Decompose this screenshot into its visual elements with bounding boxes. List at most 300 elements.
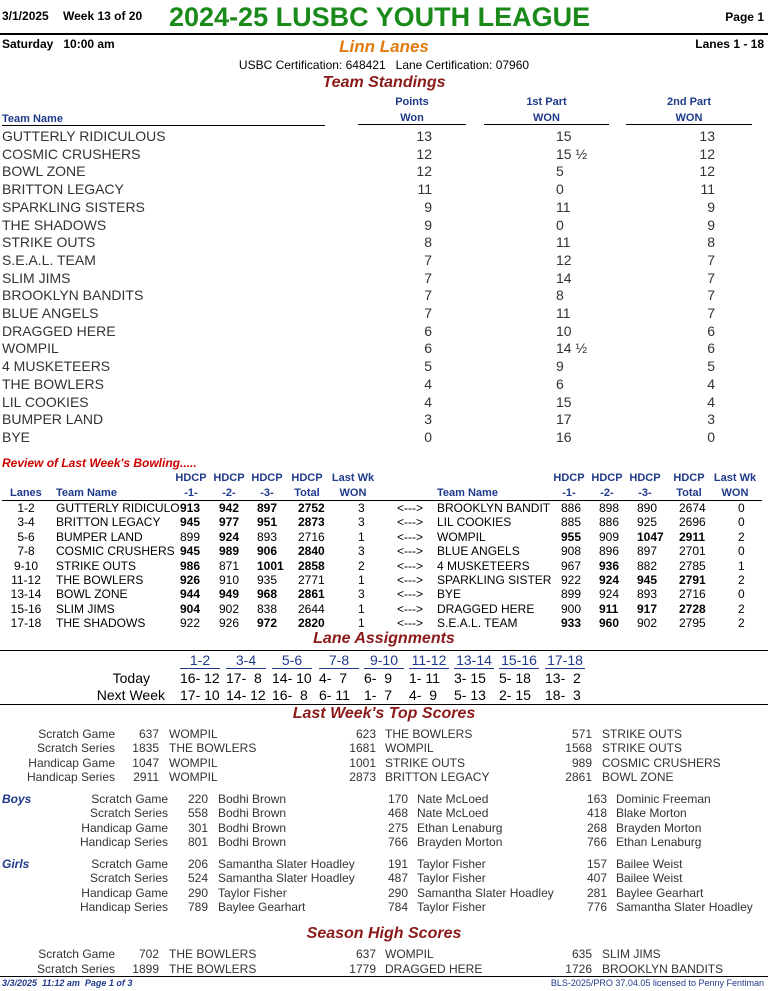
standings-points: 6 <box>424 340 432 357</box>
topscores-title: Last Week's Top Scores <box>292 705 476 722</box>
review-score-b2: 896 <box>599 544 620 559</box>
review-col-g3-top: HDCP <box>629 472 661 484</box>
review-score-a1: 986 <box>180 558 201 573</box>
lane-next-week: 17- 10 <box>180 687 220 703</box>
review-arrow: <---> <box>397 587 424 602</box>
score-name: COSMIC CRUSHERS <box>602 755 721 770</box>
score-value: 290 <box>187 885 208 900</box>
score-value: 281 <box>586 885 607 900</box>
review-col-tot-bottom: Total <box>294 487 320 499</box>
standings-team: BUMPER LAND <box>2 411 104 428</box>
review-score-b2: 960 <box>599 616 620 631</box>
standings-points: 13 <box>416 128 432 144</box>
standings-2nd-part: 13 <box>699 128 715 144</box>
score-value: 558 <box>187 806 208 821</box>
review-score-b2: 911 <box>599 601 619 616</box>
standings-team: WOMPIL <box>2 340 59 357</box>
review-col-wk-bottom: WON <box>721 487 749 499</box>
standings-team: BOWL ZONE <box>2 163 86 180</box>
standings-1st-part: 15 <box>556 393 572 410</box>
standings-team: COSMIC CRUSHERS <box>2 145 141 162</box>
score-name: THE BOWLERS <box>385 727 473 741</box>
lanes-title: Lane Assignments <box>313 630 455 647</box>
standings-2nd-part: 9 <box>707 216 715 233</box>
score-name: Ethan Lenaburg <box>616 834 702 849</box>
header-rule <box>0 33 768 35</box>
score-value: 2861 <box>565 769 592 784</box>
score-name: WOMPIL <box>169 755 218 770</box>
review-col-team-b: Team Name <box>437 487 498 499</box>
standings-1st-part: 14 ½ <box>556 340 588 357</box>
score-value: 1001 <box>349 755 376 770</box>
standings-2nd-part: 8 <box>707 234 715 251</box>
score-category: Handicap Series <box>79 834 168 849</box>
score-category: Handicap Game <box>28 755 115 770</box>
review-col-g2-top: HDCP <box>591 472 623 484</box>
review-score-bt: 2791 <box>679 573 706 587</box>
score-name: Bailee Weist <box>616 857 683 871</box>
standings-col-1st-2: WON <box>484 112 609 125</box>
review-score-bt: 2701 <box>679 544 706 559</box>
day-time: Saturday 10:00 am <box>2 37 115 51</box>
review-score-b3: 945 <box>637 573 658 587</box>
score-value: 776 <box>586 899 607 914</box>
review-won-a: 1 <box>358 573 365 587</box>
standings-2nd-part: 9 <box>707 198 715 215</box>
review-col-team: Team Name <box>56 487 117 499</box>
review-score-a2: 977 <box>219 515 240 530</box>
lanes-range: Lanes 1 - 18 <box>695 37 764 51</box>
girls-label: Girls <box>2 857 30 871</box>
score-name: SLIM JIMS <box>602 947 661 961</box>
standings-points: 12 <box>416 163 432 180</box>
review-lanes: 11-12 <box>11 573 41 587</box>
review-score-a1: 913 <box>180 501 201 515</box>
review-score-at: 2840 <box>298 544 325 559</box>
standings-points: 8 <box>424 234 432 251</box>
score-category: Scratch Series <box>89 871 168 886</box>
review-score-a1: 945 <box>180 544 201 559</box>
review-col-g1-bottom: -1- <box>562 487 576 499</box>
lane-today: 17- 8 <box>226 670 262 686</box>
score-name: Brayden Morton <box>417 834 503 849</box>
review-team-b: SPARKLING SISTER <box>437 573 552 587</box>
standings-col-points-1: Points <box>395 96 429 108</box>
review-score-at: 2752 <box>298 501 325 515</box>
score-value: 784 <box>387 899 408 914</box>
review-team-a: THE BOWLERS <box>56 573 144 587</box>
review-lanes: 3-4 <box>17 515 35 530</box>
review-score-b1: 900 <box>561 601 582 616</box>
standings-1st-part: 10 <box>556 322 572 339</box>
review-score-bt: 2696 <box>679 515 706 530</box>
standings-points: 7 <box>424 305 432 321</box>
score-value: 2911 <box>133 769 159 784</box>
lane-pair-header: 15-16 <box>499 652 539 669</box>
standings-team: BRITTON LEGACY <box>2 181 124 198</box>
score-name: STRIKE OUTS <box>602 727 683 741</box>
standings-points: 5 <box>424 358 432 375</box>
review-score-a1: 904 <box>180 601 201 616</box>
score-name: BOWL ZONE <box>602 769 674 784</box>
review-arrow: <---> <box>397 529 424 544</box>
review-col-tot-top: HDCP <box>291 472 323 484</box>
standings-points: 0 <box>424 428 432 445</box>
score-value: 766 <box>586 834 607 849</box>
review-score-at: 2858 <box>298 558 325 573</box>
review-col-g2-bottom: -2- <box>222 487 236 499</box>
standings-team: BROOKLYN BANDITS <box>2 287 144 304</box>
review-score-a2: 924 <box>219 529 240 544</box>
review-team-a: SLIM JIMS <box>56 601 115 616</box>
lane-next-week: 6- 11 <box>319 687 350 703</box>
score-name: Bodhi Brown <box>218 792 287 806</box>
review-arrow: <---> <box>397 573 424 587</box>
review-score-b3: 893 <box>637 587 658 602</box>
review-score-a2: 902 <box>219 601 240 616</box>
review-col-wk-top: Last Wk <box>331 472 375 484</box>
review-team-a: COSMIC CRUSHERS <box>56 544 175 559</box>
score-name: STRIKE OUTS <box>385 755 466 770</box>
score-value: 2873 <box>349 769 376 784</box>
score-name: Samantha Slater Hoadley <box>218 871 355 886</box>
review-score-a2: 926 <box>219 616 240 631</box>
standings-1st-part: 8 <box>556 287 564 304</box>
season-title: Season High Scores <box>306 925 462 942</box>
review-won-b: 2 <box>738 529 745 544</box>
week-label: Week 13 of 20 <box>63 9 143 23</box>
score-value: 407 <box>586 871 607 886</box>
lane-pair-header: 7-8 <box>319 652 359 669</box>
standings-team: THE BOWLERS <box>2 375 104 392</box>
review-score-bt: 2728 <box>679 601 706 616</box>
standings-1st-part: 0 <box>556 181 564 198</box>
lane-today: 3- 15 <box>454 670 486 686</box>
standings-team: STRIKE OUTS <box>2 234 96 251</box>
review-team-b: BROOKLYN BANDIT <box>437 501 551 515</box>
score-value: 1899 <box>132 961 159 976</box>
footer-left: 3/3/2025 11:12 am Page 1 of 3 <box>2 978 133 988</box>
review-score-a3: 968 <box>257 587 278 602</box>
lane-pair-header: 5-6 <box>272 652 312 669</box>
standings-2nd-part: 3 <box>707 411 715 428</box>
standings-2nd-part: 11 <box>700 181 715 198</box>
standings-1st-part: 12 <box>556 251 572 268</box>
review-score-a3: 838 <box>257 601 278 616</box>
standings-1st-part: 0 <box>556 216 564 233</box>
standings-col-2nd-1: 2nd Part <box>666 96 711 108</box>
score-name: DRAGGED HERE <box>385 961 483 976</box>
score-value: 623 <box>355 727 376 741</box>
standings-1st-part: 16 <box>556 428 572 445</box>
score-category: Handicap Series <box>79 899 168 914</box>
review-team-b: DRAGGED HERE <box>437 601 535 616</box>
score-value: 702 <box>138 947 159 961</box>
center-name: Linn Lanes <box>339 37 429 56</box>
review-team-a: BOWL ZONE <box>56 587 128 602</box>
lane-pair-header: 1-2 <box>180 652 220 669</box>
review-score-a1: 945 <box>180 515 201 530</box>
standings-points: 3 <box>424 411 432 428</box>
standings-1st-part: 11 <box>556 305 571 321</box>
standings-1st-part: 5 <box>556 163 564 180</box>
standings-team: 4 MUSKETEERS <box>2 358 111 375</box>
review-won-b: 2 <box>738 616 745 631</box>
review-score-bt: 2785 <box>679 558 706 573</box>
boys-label: Boys <box>2 792 32 806</box>
score-value: 635 <box>571 947 592 961</box>
standings-points: 7 <box>424 251 432 268</box>
standings-1st-part: 11 <box>556 234 571 251</box>
lane-pair-header: 13-14 <box>454 652 494 669</box>
review-score-b2: 936 <box>599 558 620 573</box>
review-score-a3: 893 <box>257 529 278 544</box>
review-score-b1: 908 <box>561 544 582 559</box>
review-score-a3: 935 <box>257 573 278 587</box>
score-value: 206 <box>187 857 208 871</box>
lane-today: 1- 11 <box>409 670 440 686</box>
standings-team: SPARKLING SISTERS <box>2 198 145 215</box>
review-col-tot-top: HDCP <box>673 472 705 484</box>
score-name: THE BOWLERS <box>169 741 257 756</box>
review-team-b: BLUE ANGELS <box>437 544 520 559</box>
review-score-b3: 902 <box>637 616 658 631</box>
standings-points: 9 <box>424 198 432 215</box>
standings-team: LIL COOKIES <box>2 393 89 410</box>
score-category: Scratch Series <box>36 741 115 756</box>
review-score-b2: 909 <box>599 529 620 544</box>
standings-1st-part: 15 ½ <box>556 145 588 162</box>
score-category: Scratch Game <box>38 947 115 961</box>
review-score-a2: 871 <box>219 558 240 573</box>
score-value: 1835 <box>132 741 159 756</box>
review-won-b: 0 <box>738 544 745 559</box>
score-name: Taylor Fisher <box>417 871 486 886</box>
standings-2nd-part: 4 <box>707 375 715 392</box>
review-score-b1: 933 <box>561 616 582 631</box>
score-name: Taylor Fisher <box>218 885 287 900</box>
review-score-a3: 897 <box>257 501 278 515</box>
score-value: 1779 <box>349 961 376 976</box>
standings-col-1st-1: 1st Part <box>526 96 567 108</box>
review-score-b2: 924 <box>599 573 620 587</box>
lane-pair-header: 3-4 <box>226 652 266 669</box>
review-won-a: 1 <box>358 616 365 631</box>
standings-points: 12 <box>416 145 432 162</box>
review-score-b2: 924 <box>599 587 620 602</box>
review-score-at: 2644 <box>298 601 325 616</box>
standings-points: 4 <box>424 375 432 392</box>
review-score-b3: 882 <box>637 558 658 573</box>
standings-2nd-part: 6 <box>707 340 715 357</box>
score-value: 220 <box>187 792 208 806</box>
score-name: Bodhi Brown <box>218 820 287 835</box>
lane-next-week: 16- 8 <box>272 687 308 703</box>
score-category: Handicap Series <box>26 769 115 784</box>
review-team-a: THE SHADOWS <box>56 616 146 631</box>
review-score-b1: 967 <box>561 558 582 573</box>
lane-pair-header: 11-12 <box>409 652 449 669</box>
score-name: Baylee Gearhart <box>616 885 704 900</box>
review-score-b3: 890 <box>637 501 658 515</box>
score-name: Dominic Freeman <box>616 792 711 806</box>
standings-points: 7 <box>424 287 432 304</box>
standings-team: BYE <box>2 428 31 445</box>
review-team-a: BRITTON LEGACY <box>56 515 161 530</box>
review-score-a3: 972 <box>257 616 278 631</box>
score-value: 1047 <box>132 755 159 770</box>
review-won-b: 1 <box>738 558 745 573</box>
review-team-b: WOMPIL <box>437 529 486 544</box>
score-value: 163 <box>586 792 607 806</box>
review-score-a1: 899 <box>180 529 201 544</box>
standings-2nd-part: 4 <box>707 393 715 410</box>
next-week-label: Next Week <box>96 687 165 703</box>
review-team-b: LIL COOKIES <box>437 515 512 530</box>
review-col-g1-top: HDCP <box>175 472 207 484</box>
review-score-bt: 2911 <box>679 529 706 544</box>
standings-team: THE SHADOWS <box>2 216 107 233</box>
review-score-b3: 917 <box>637 601 658 616</box>
lane-today: 4- 7 <box>319 670 348 686</box>
score-value: 468 <box>387 806 408 821</box>
review-score-b3: 925 <box>637 515 658 530</box>
review-arrow: <---> <box>397 544 424 559</box>
review-score-at: 2771 <box>298 573 325 587</box>
standings-col-team: Team Name <box>2 113 325 126</box>
score-value: 766 <box>387 834 408 849</box>
standings-team: S.E.A.L. TEAM <box>2 251 96 268</box>
score-name: Bailee Weist <box>616 871 683 886</box>
score-value: 789 <box>187 899 208 914</box>
standings-title: Team Standings <box>322 74 446 91</box>
standings-1st-part: 9 <box>556 358 564 375</box>
score-value: 170 <box>387 792 408 806</box>
lane-today: 16- 12 <box>180 670 220 686</box>
score-value: 191 <box>387 857 408 871</box>
standings-2nd-part: 7 <box>707 287 715 304</box>
standings-points: 6 <box>424 322 432 339</box>
review-score-b1: 922 <box>561 573 582 587</box>
score-name: STRIKE OUTS <box>602 741 683 756</box>
lane-today: 6- 9 <box>364 670 393 686</box>
review-score-at: 2820 <box>298 616 325 631</box>
standings-2nd-part: 7 <box>707 251 715 268</box>
review-score-a1: 922 <box>180 616 201 631</box>
footer-right: BLS-2025/PRO 37.04.05 licensed to Penny Fentiman <box>550 978 764 988</box>
standings-2nd-part: 7 <box>707 269 715 286</box>
review-won-a: 3 <box>358 501 365 515</box>
review-col-g3-top: HDCP <box>251 472 283 484</box>
report-date: 3/1/2025 <box>2 9 49 23</box>
score-category: Scratch Series <box>89 806 168 821</box>
score-name: Baylee Gearhart <box>218 899 306 914</box>
lane-pair-header: 9-10 <box>364 652 404 669</box>
review-col-g1-bottom: -1- <box>184 487 198 499</box>
page-label: Page 1 <box>725 10 764 24</box>
score-category: Handicap Game <box>81 885 168 900</box>
review-col-g3-bottom: -3- <box>260 487 274 499</box>
lane-pair-header: 17-18 <box>545 652 585 669</box>
review-lanes: 1-2 <box>17 501 35 515</box>
review-col-lanes: Lanes <box>10 487 42 499</box>
score-name: WOMPIL <box>385 947 434 961</box>
standings-points: 9 <box>424 216 432 233</box>
review-arrow: <---> <box>397 558 424 573</box>
review-arrow: <---> <box>397 515 424 530</box>
review-score-a1: 926 <box>180 573 201 587</box>
score-name: THE BOWLERS <box>169 961 257 976</box>
score-value: 571 <box>571 727 592 741</box>
review-won-b: 2 <box>738 601 745 616</box>
review-won-a: 1 <box>358 601 365 616</box>
score-name: Taylor Fisher <box>417 899 486 914</box>
score-value: 1568 <box>565 741 592 756</box>
league-title: 2024-25 LUSBC YOUTH LEAGUE <box>169 2 591 32</box>
score-name: THE BOWLERS <box>169 947 257 961</box>
review-team-a: BUMPER LAND <box>56 529 143 544</box>
review-col-g2-top: HDCP <box>213 472 245 484</box>
review-team-b: BYE <box>437 587 462 602</box>
review-score-a3: 951 <box>257 515 278 530</box>
lanes-rule <box>0 650 768 651</box>
review-score-b1: 885 <box>561 515 582 530</box>
standings-2nd-part: 7 <box>707 305 715 321</box>
score-value: 418 <box>586 806 607 821</box>
score-value: 1681 <box>349 741 376 756</box>
score-name: Nate McLoed <box>417 806 489 821</box>
review-lanes: 9-10 <box>13 558 39 573</box>
review-score-b2: 886 <box>599 515 620 530</box>
score-value: 290 <box>387 885 408 900</box>
review-col-wk-bottom: WON <box>339 487 367 499</box>
review-arrow: <---> <box>397 616 424 631</box>
score-category: Scratch Game <box>91 857 168 871</box>
score-name: WOMPIL <box>385 741 434 756</box>
review-col-g1-top: HDCP <box>553 472 585 484</box>
score-value: 1726 <box>565 961 592 976</box>
score-name: WOMPIL <box>169 769 218 784</box>
score-name: BRITTON LEGACY <box>385 769 490 784</box>
review-won-a: 2 <box>358 558 365 573</box>
score-name: Samantha Slater Hoadley <box>417 885 554 900</box>
review-col-tot-bottom: Total <box>676 487 702 499</box>
score-name: WOMPIL <box>169 727 218 741</box>
standings-team: DRAGGED HERE <box>2 322 116 339</box>
score-name: Samantha Slater Hoadley <box>218 857 355 871</box>
review-won-a: 3 <box>358 544 365 559</box>
review-score-a1: 944 <box>180 587 201 602</box>
review-score-b1: 955 <box>561 529 582 544</box>
standings-team: BLUE ANGELS <box>2 305 99 321</box>
score-value: 524 <box>187 871 208 886</box>
score-value: 301 <box>187 820 208 835</box>
review-lanes: 5-6 <box>17 529 35 544</box>
lane-next-week: 14- 12 <box>226 687 266 703</box>
lane-next-week: 18- 3 <box>545 687 581 703</box>
review-arrow: <---> <box>397 501 424 515</box>
score-category: Scratch Game <box>38 727 115 741</box>
review-won-b: 2 <box>738 573 745 587</box>
review-score-at: 2716 <box>298 529 325 544</box>
standings-2nd-part: 0 <box>707 428 715 445</box>
review-team-b: S.E.A.L. TEAM <box>437 616 518 631</box>
score-value: 637 <box>355 947 376 961</box>
score-name: Samantha Slater Hoadley <box>616 899 753 914</box>
review-col-g3-bottom: -3- <box>638 487 652 499</box>
lane-today: 5- 18 <box>499 670 531 686</box>
lane-today: 13- 2 <box>545 670 581 686</box>
